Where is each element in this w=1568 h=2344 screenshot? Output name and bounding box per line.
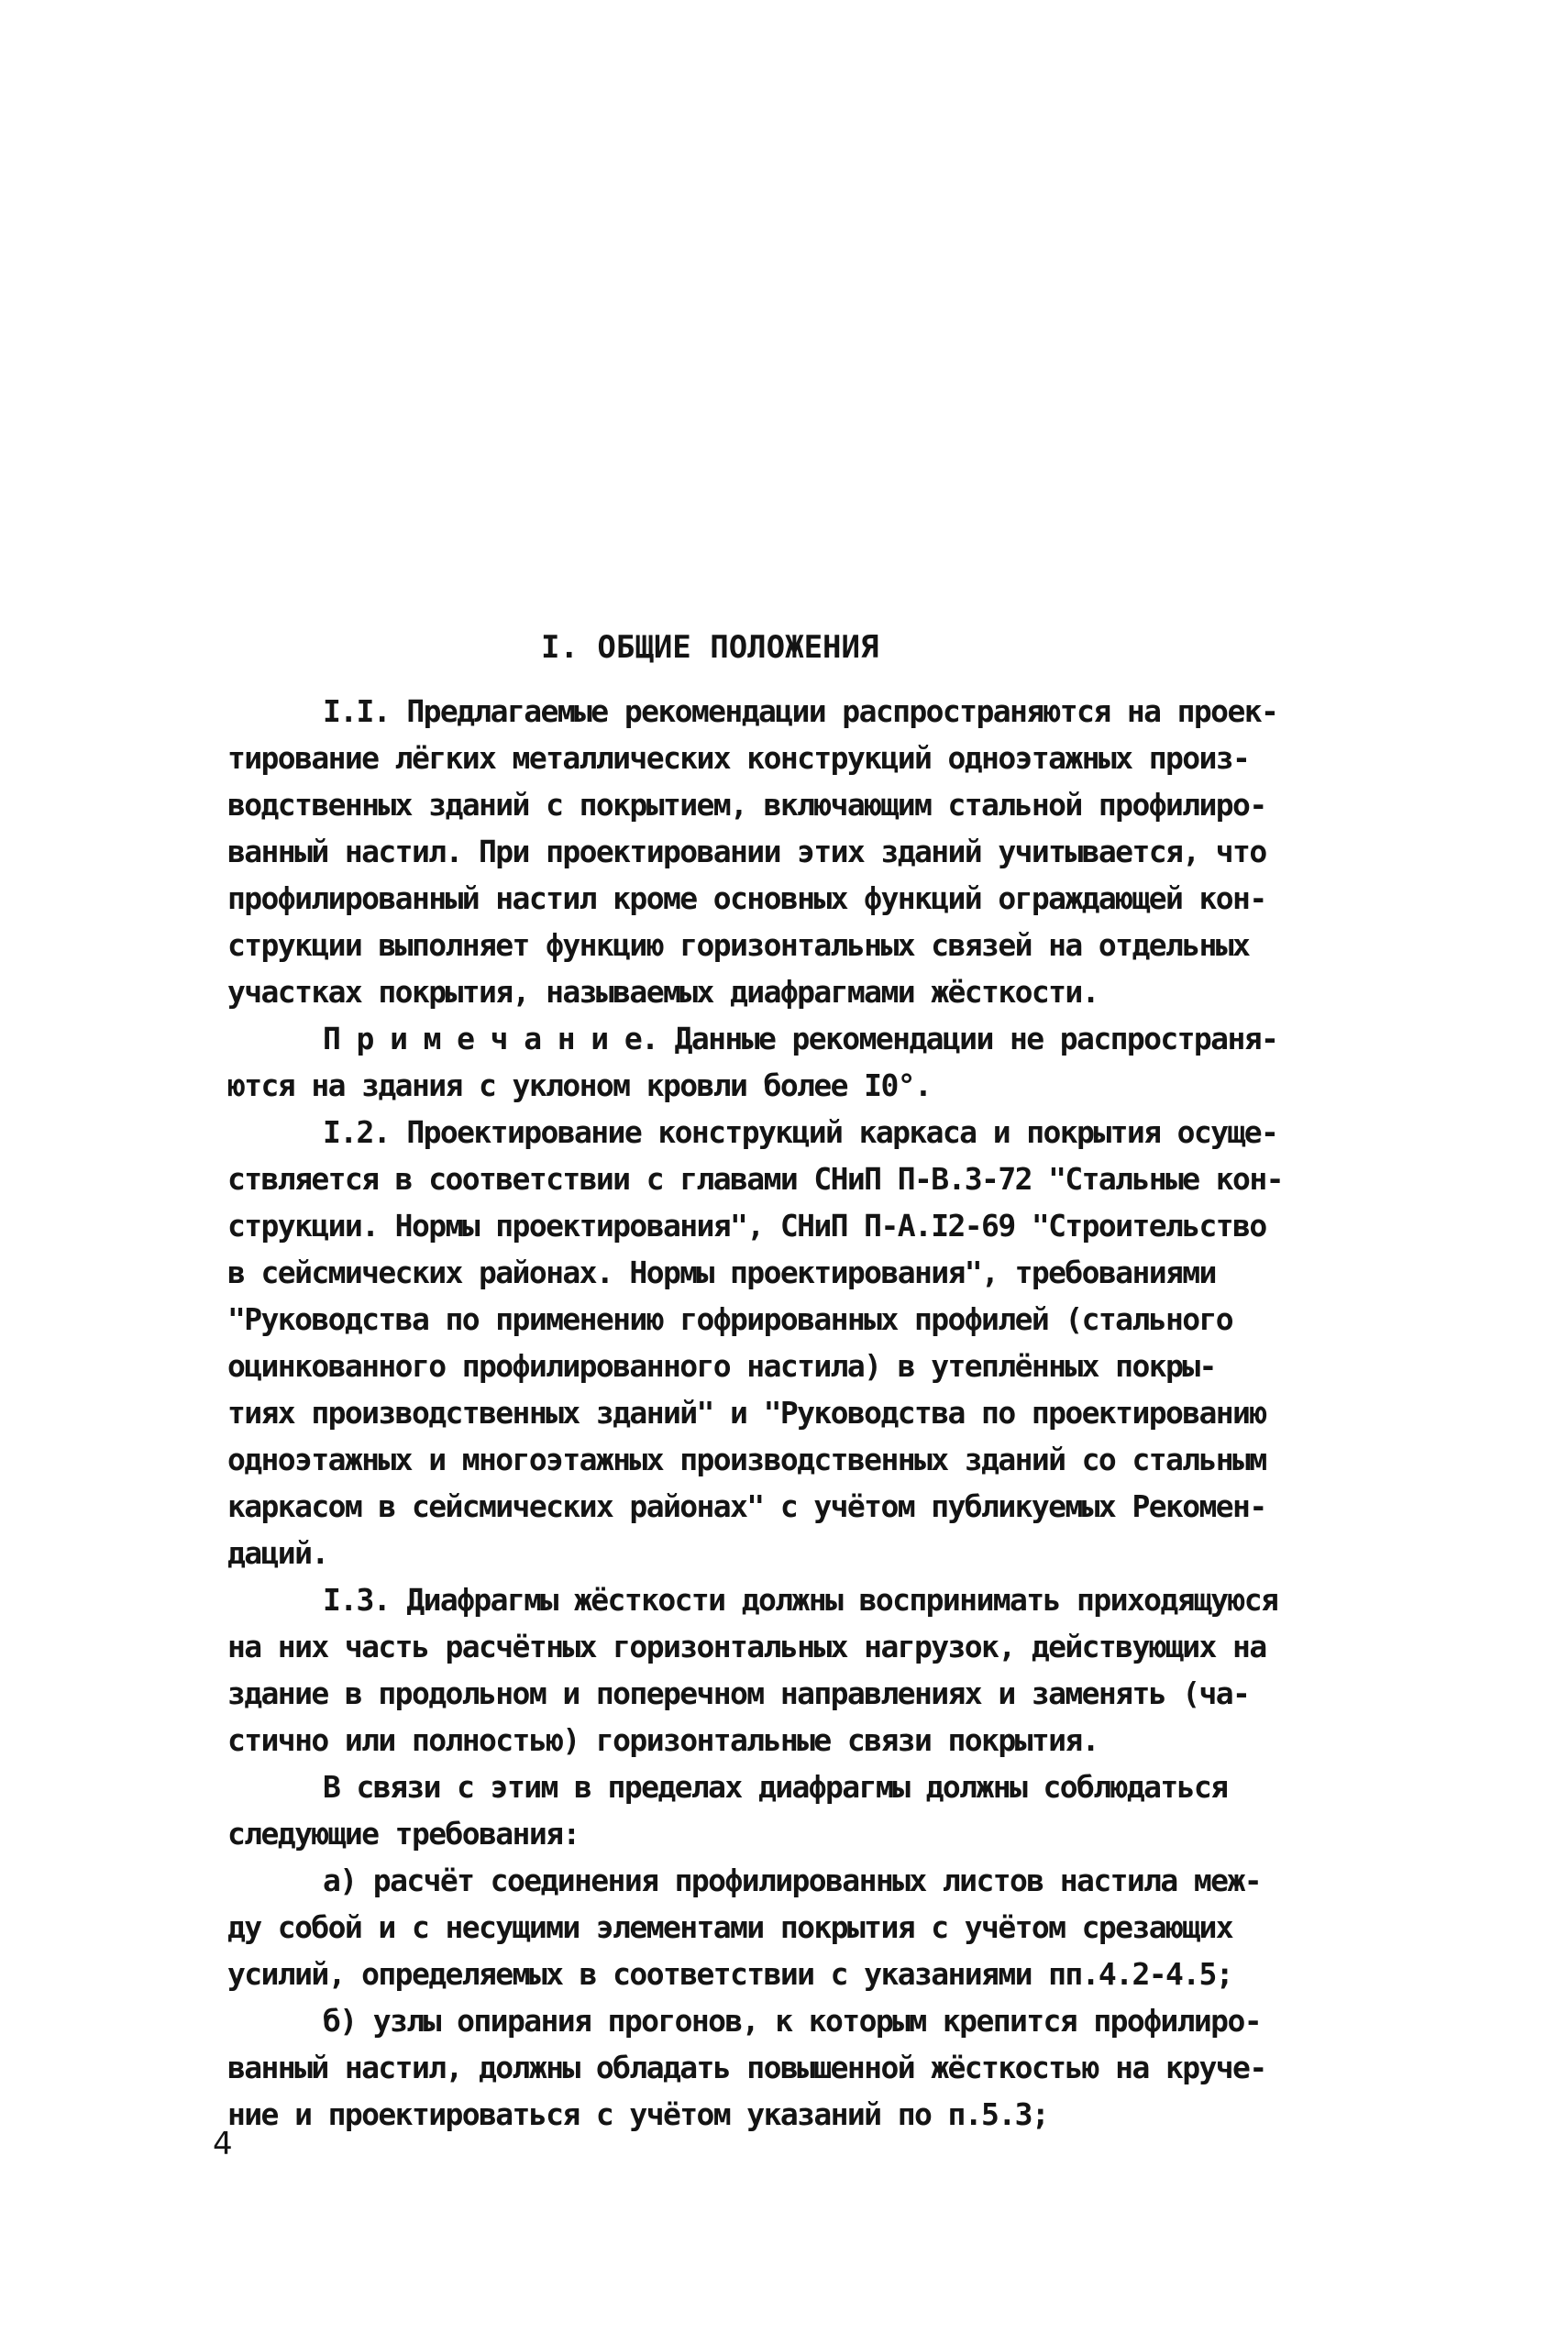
text-line: даций. [227, 1535, 328, 1571]
text-line: на них часть расчётных горизонтальных нагрузок, действующих на [227, 1629, 1266, 1664]
text-line: каркасом в сейсмических районах" с учётом публикуемых Рекомен- [227, 1488, 1266, 1524]
text-line: в сейсмических районах. Нормы проектирования", требованиями [227, 1255, 1216, 1290]
text-line: усилий, определяемых в соответствии с указаниями пп.4.2-4.5; [227, 1956, 1233, 1992]
text-line: "Руководства по применению гофрированных профилей (стального [227, 1301, 1233, 1337]
text-line: оцинкованного профилированного настила) в утеплённых покры- [227, 1348, 1216, 1384]
text-line: одноэтажных и многоэтажных производственных зданий со стальным [227, 1442, 1266, 1477]
text-line: ние и проектироваться с учётом указаний по п.5.3; [227, 2096, 1049, 2132]
text-line: I.3. Диафрагмы жёсткости должны воспринимать приходящуюся [323, 1582, 1278, 1618]
text-line: П р и м е ч а н и е. Данные рекомендации не распространя- [323, 1021, 1278, 1056]
text-line: тирование лёгких металлических конструкций одноэтажных произ- [227, 740, 1250, 776]
text-line: В связи с этим в пределах диафрагмы должны соблюдаться [323, 1769, 1228, 1805]
text-line: тиях производственных зданий" и "Руководства по проектированию [227, 1395, 1266, 1431]
text-line: участках покрытия, называемых диафрагмами жёсткости. [227, 974, 1099, 1010]
text-line: ются на здания с уклоном кровли более I0°. [227, 1067, 932, 1103]
text-line: а) расчёт соединения профилированных листов настила меж- [323, 1863, 1261, 1898]
text-line: следующие требования: [227, 1816, 580, 1852]
text-line: профилированный настил кроме основных функций ограждающей кон- [227, 880, 1266, 916]
section-heading: I. ОБЩИЕ ПОЛОЖЕНИЯ [541, 629, 879, 666]
text-line: б) узлы опирания прогонов, к которым крепится профилиро- [323, 2003, 1261, 2039]
text-line: стично или полностью) горизонтальные связи покрытия. [227, 1722, 1099, 1758]
text-line: ванный настил. При проектировании этих зданий учитывается, что [227, 834, 1266, 869]
text-line: ствляется в соответствии с главами СНиП П-В.3-72 "Стальные кон- [227, 1161, 1283, 1197]
text-line: I.I. Предлагаемые рекомендации распространяются на проек- [323, 693, 1278, 729]
text-line: водственных зданий с покрытием, включающим стальной профилиро- [227, 787, 1266, 823]
text-line: I.2. Проектирование конструкций каркаса и покрытия осуще- [323, 1114, 1278, 1150]
text-line: здание в продольном и поперечном направлениях и заменять (ча- [227, 1675, 1250, 1711]
page-number: 4 [213, 2126, 233, 2162]
text-line: струкции выполняет функцию горизонтальных связей на отдельных [227, 927, 1250, 963]
text-line: ванный настил, должны обладать повышенной жёсткостью на круче- [227, 2050, 1266, 2085]
text-line: струкции. Нормы проектирования", СНиП П-А.I2-69 "Строительство [227, 1208, 1266, 1244]
text-line: ду собой и с несущими элементами покрытия с учётом срезающих [227, 1909, 1233, 1945]
